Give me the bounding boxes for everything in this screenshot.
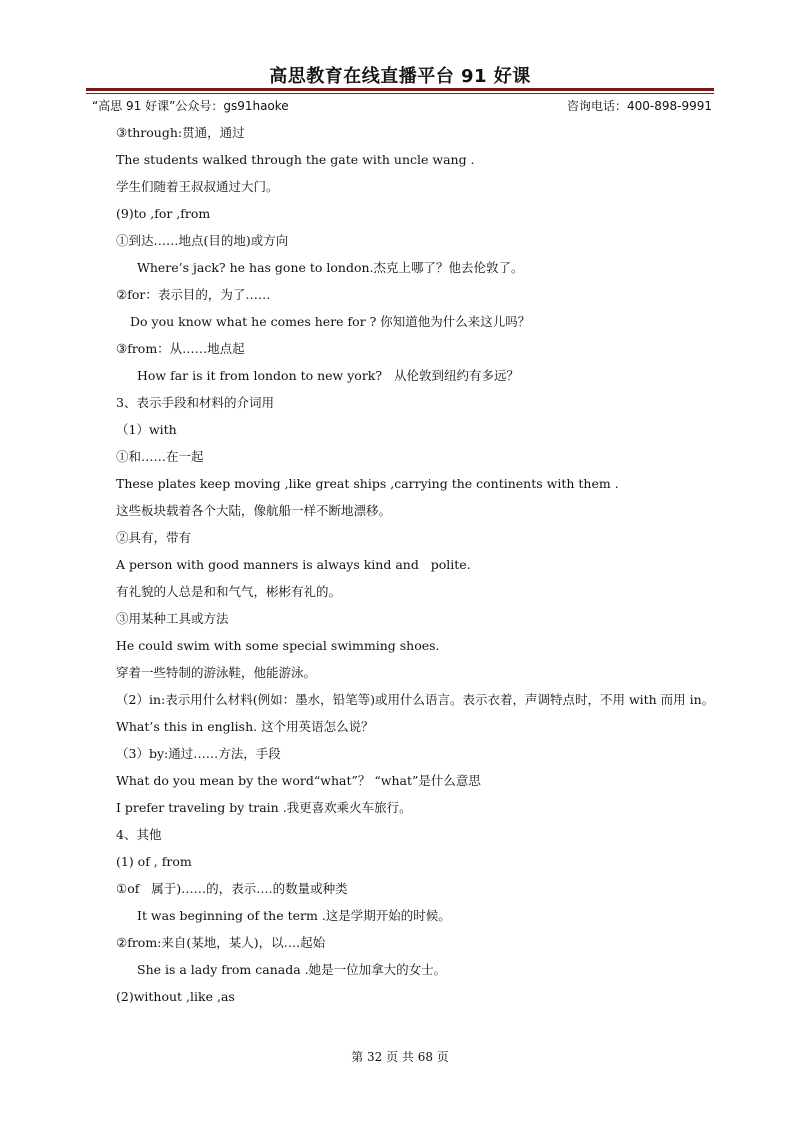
text-line: ②from:来自(某地，某人)，以….起始 [116, 935, 326, 950]
text-line: ③用某种工具或方法 [116, 611, 229, 626]
text-line: 这些板块载着各个大陆，像航船一样不断地漂移。 [116, 503, 392, 518]
text-line: What do you mean by the word“what”？ “what”是什么意思 [116, 773, 481, 788]
text-line: He could swim with some special swimming shoes. [116, 638, 440, 653]
text-line: It was beginning of the term .这是学期开始的时候。 [137, 908, 451, 923]
text-paragraph: （2）in:表示用什么材料(例如：墨水，铅笔等)或用什么语言。表示衣着，声调特点时，不用 with 而用 in。 [116, 692, 715, 707]
text-line: How far is it from london to new york? 从伦敦到纽约有多远？ [137, 368, 519, 383]
text-line: ②具有，带有 [116, 530, 192, 545]
text-line: ①of 属于)……的，表示….的数量或种类 [116, 881, 348, 896]
text-line: ①和……在一起 [116, 449, 204, 464]
text-line: Do you know what he comes here for ? 你知道他为什么来这儿吗？ [130, 314, 531, 329]
text-line: (1) of , from [116, 854, 192, 869]
text-line: ③through:贯通，通过 [116, 125, 245, 140]
text-line: The students walked through the gate with uncle wang . [116, 152, 475, 167]
section-heading: 4、其他 [116, 827, 162, 842]
document-body [88, 119, 718, 1010]
header-rule-thick [86, 88, 714, 91]
header-wechat-account: “高思 91 好课”公众号：gs91haoke [92, 99, 289, 113]
page-number: 第 32 页 共 68 页 [351, 1050, 449, 1064]
text-line: She is a lady from canada .她是一位加拿大的女士。 [137, 962, 447, 977]
text-line: (9)to ,for ,from [116, 206, 211, 221]
page-header-title: 高思教育在线直播平台 91 好课 [269, 66, 531, 87]
text-line: 有礼貌的人总是和和气气，彬彬有礼的。 [116, 584, 342, 599]
text-line: ③from：从……地点起 [116, 341, 245, 356]
text-line: A person with good manners is always kind and polite. [116, 557, 471, 572]
text-line: (2)without ,like ,as [116, 989, 235, 1004]
text-line: Where’s jack? he has gone to london.杰克上哪了？他去伦敦了。 [137, 260, 524, 275]
text-line: ②for：表示目的，为了…… [116, 287, 271, 302]
section-heading: 3、表示手段和材料的介词用 [116, 395, 274, 410]
text-line: 穿着一些特制的游泳鞋，他能游泳。 [116, 665, 317, 680]
text-line: 学生们随着王叔叔通过大门。 [116, 179, 279, 194]
header-rule-thin [86, 93, 714, 94]
text-line: ①到达……地点(目的地)或方向 [116, 233, 289, 248]
text-line: What’s this in english. 这个用英语怎么说？ [116, 719, 374, 734]
text-line: These plates keep moving ,like great ships ,carrying the continents with them . [116, 476, 619, 491]
text-line: （3）by:通过……方法，手段 [116, 746, 281, 761]
text-line: （1）with [116, 422, 177, 437]
text-line: I prefer traveling by train .我更喜欢乘火车旅行。 [116, 800, 412, 815]
header-phone: 咨询电话：400-898-9991 [566, 99, 712, 113]
